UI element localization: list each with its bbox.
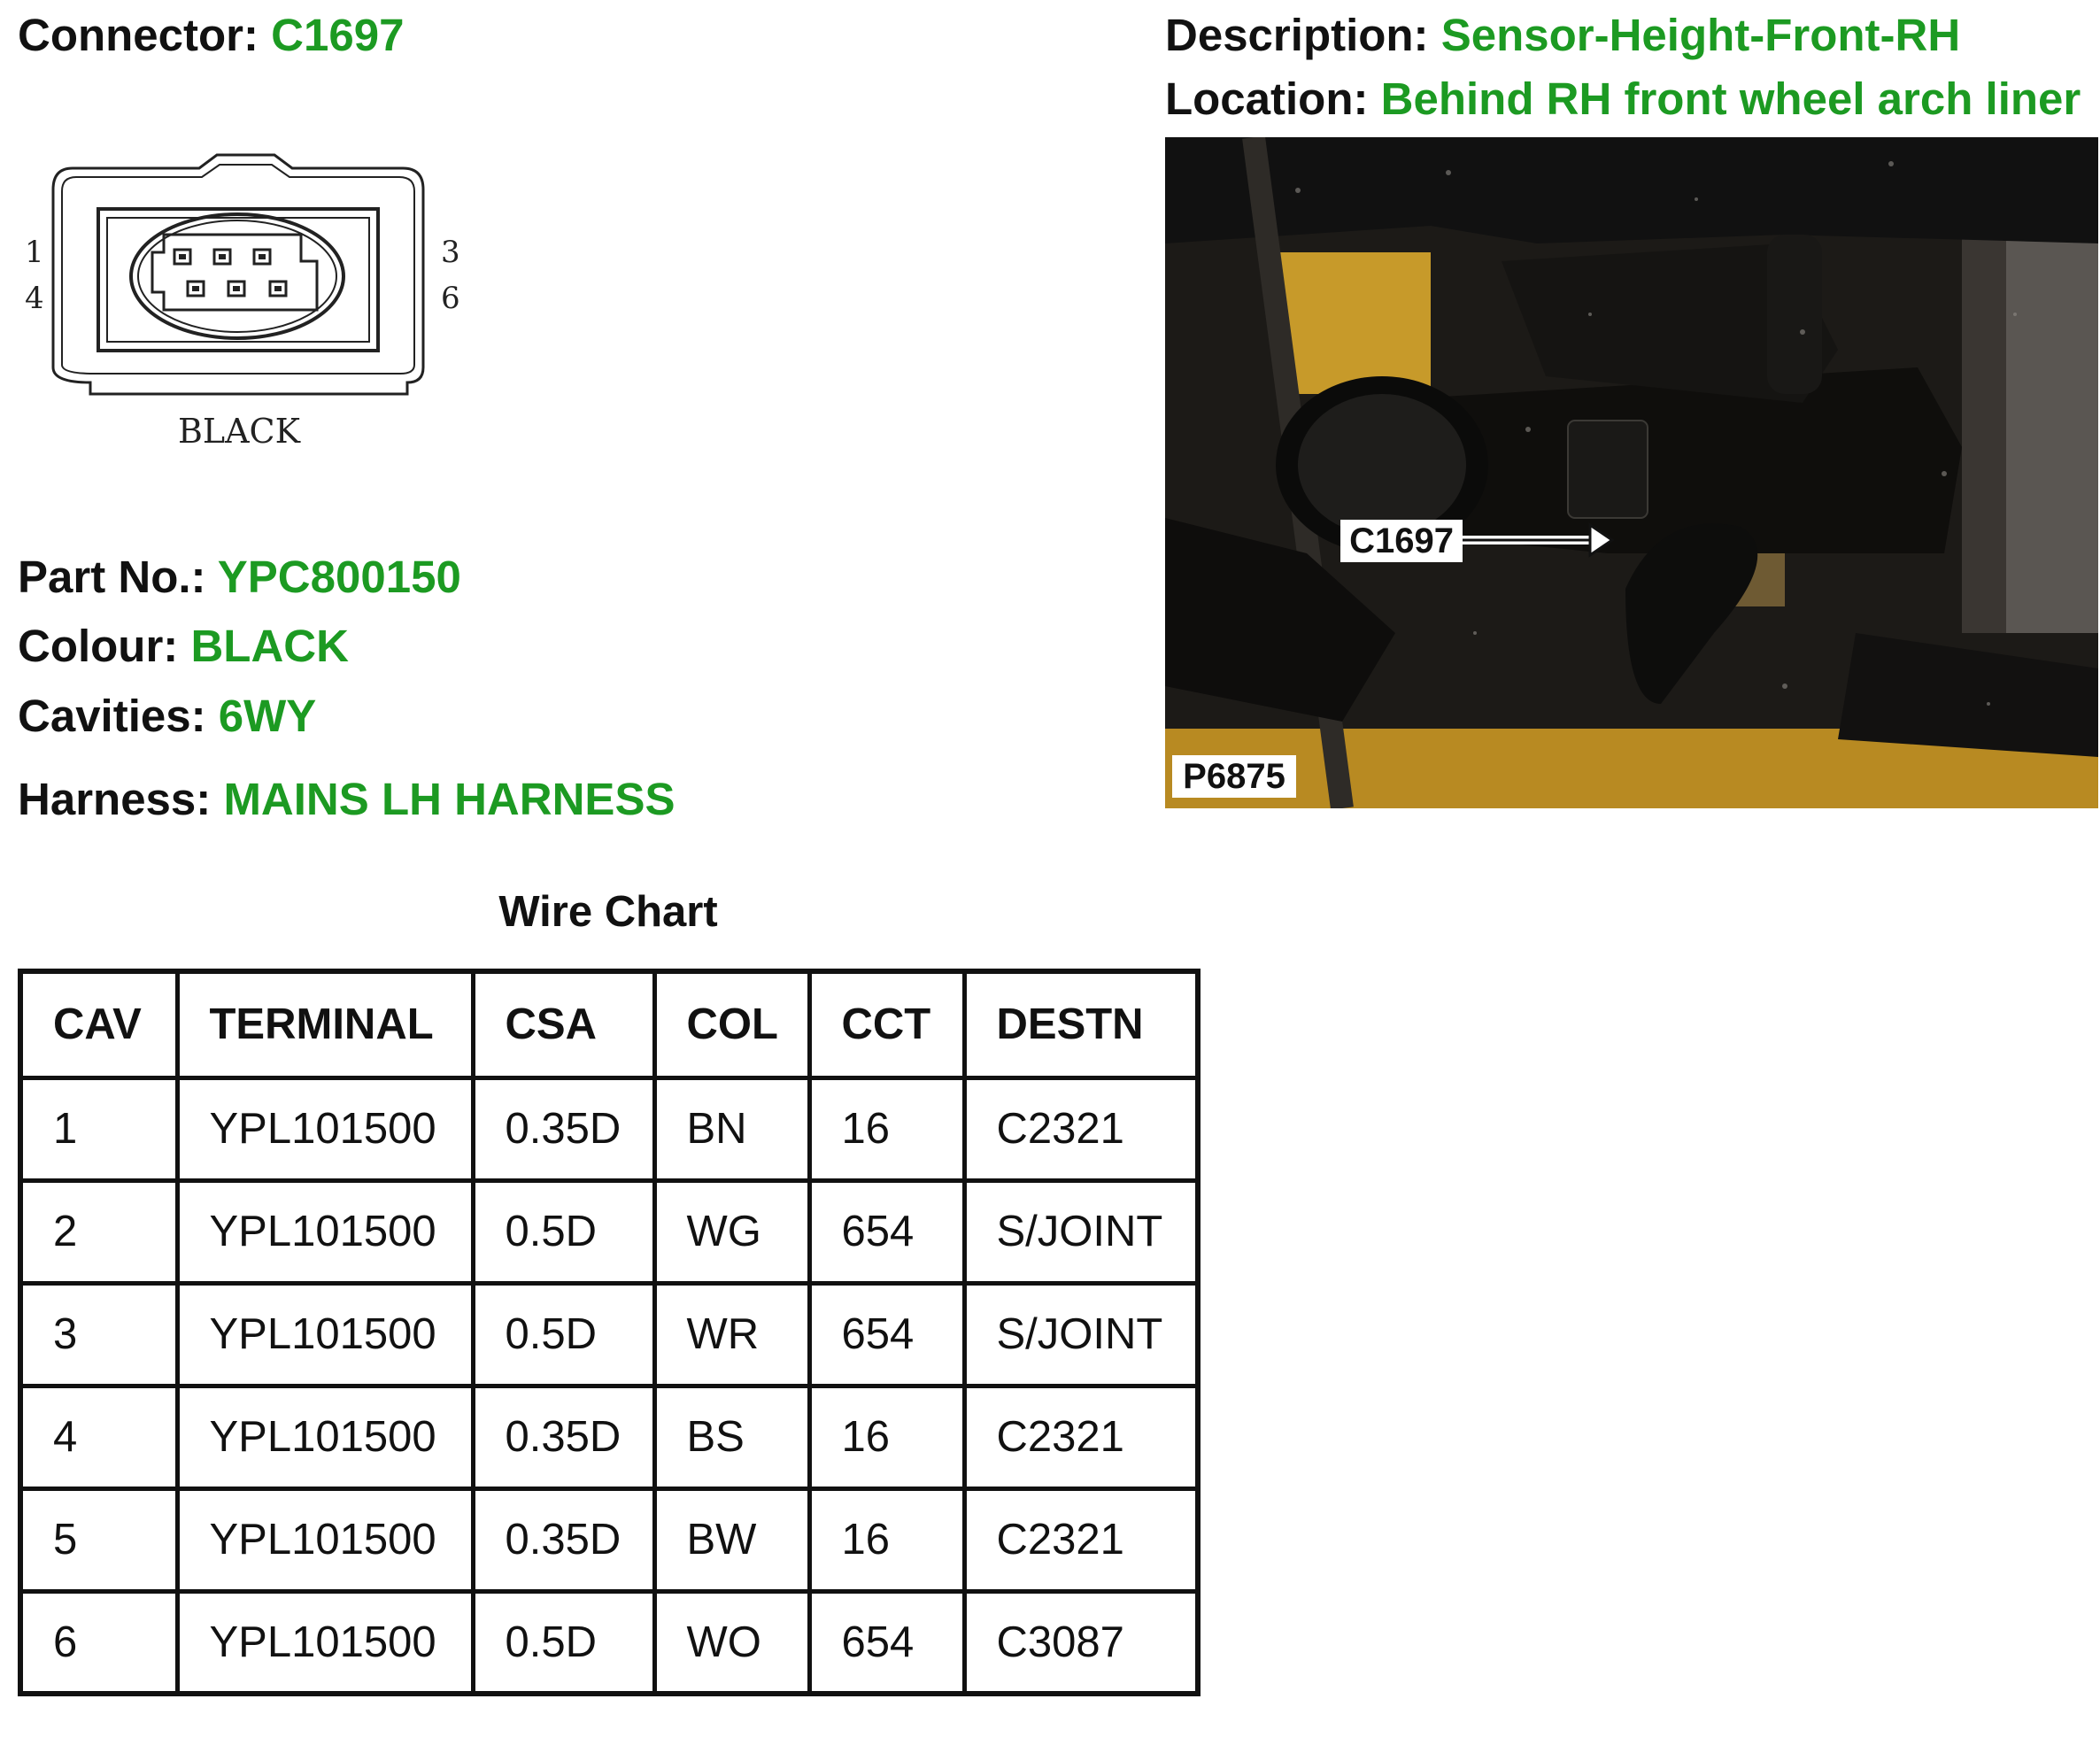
cell-cav: 3 bbox=[20, 1283, 177, 1386]
connector-field bbox=[18, 12, 404, 58]
cell-destn: C2321 bbox=[964, 1488, 1198, 1591]
harness-value: MAINS LH HARNESS bbox=[223, 774, 676, 824]
cell-destn: C2321 bbox=[964, 1386, 1198, 1488]
cell-cav: 4 bbox=[20, 1386, 177, 1488]
colour-value: BLACK bbox=[190, 621, 349, 671]
table-row bbox=[20, 1283, 1198, 1386]
cell-terminal: YPL101500 bbox=[177, 1180, 473, 1283]
table-row bbox=[20, 1591, 1198, 1694]
table-row bbox=[20, 1077, 1198, 1180]
location-photo bbox=[1165, 137, 2098, 808]
pin-label-1: 1 bbox=[25, 235, 44, 270]
cell-cct: 654 bbox=[809, 1283, 964, 1386]
column-header-cct: CCT bbox=[809, 971, 964, 1077]
table-row bbox=[20, 1386, 1198, 1488]
cell-col: BN bbox=[654, 1077, 809, 1180]
cell-cav: 5 bbox=[20, 1488, 177, 1591]
cell-destn: S/JOINT bbox=[964, 1180, 1198, 1283]
cavities-label: Cavities: bbox=[18, 691, 219, 741]
cell-col: BW bbox=[654, 1488, 809, 1591]
cavities-field bbox=[18, 691, 317, 741]
cell-terminal: YPL101500 bbox=[177, 1488, 473, 1591]
column-header-col: COL bbox=[654, 971, 809, 1077]
colour-label: Colour: bbox=[18, 621, 191, 671]
cell-cct: 16 bbox=[809, 1386, 964, 1488]
pin-label-4: 4 bbox=[25, 281, 44, 316]
cell-col: WO bbox=[654, 1591, 809, 1694]
part-number-label: Part No.: bbox=[18, 552, 218, 602]
table-header-row bbox=[20, 971, 1198, 1077]
column-header-terminal: TERMINAL bbox=[177, 971, 473, 1077]
column-header-destn: DESTN bbox=[964, 971, 1198, 1077]
cell-cct: 16 bbox=[809, 1488, 964, 1591]
cell-destn: S/JOINT bbox=[964, 1283, 1198, 1386]
cell-csa: 0.5D bbox=[473, 1180, 654, 1283]
cell-terminal: YPL101500 bbox=[177, 1591, 473, 1694]
harness-field bbox=[18, 776, 675, 822]
cell-csa: 0.5D bbox=[473, 1283, 654, 1386]
cell-terminal: YPL101500 bbox=[177, 1386, 473, 1488]
cell-cct: 16 bbox=[809, 1077, 964, 1180]
location-value: Behind RH front wheel arch liner bbox=[1380, 73, 2081, 124]
cell-col: WG bbox=[654, 1180, 809, 1283]
cell-cct: 654 bbox=[809, 1591, 964, 1694]
cell-cav: 6 bbox=[20, 1591, 177, 1694]
cell-csa: 0.35D bbox=[473, 1386, 654, 1488]
location-field bbox=[1165, 73, 2081, 124]
connector-diagram bbox=[18, 151, 478, 460]
wire-chart-title: Wire Chart bbox=[498, 888, 718, 936]
connector-label: Connector: bbox=[18, 10, 272, 60]
cell-cav: 1 bbox=[20, 1077, 177, 1180]
column-header-csa: CSA bbox=[473, 971, 654, 1077]
cell-csa: 0.5D bbox=[473, 1591, 654, 1694]
location-label: Location: bbox=[1165, 73, 1381, 124]
housing-colour-label: BLACK bbox=[177, 412, 301, 451]
table-row bbox=[20, 1488, 1198, 1591]
description-label: Description: bbox=[1165, 10, 1441, 60]
cell-csa: 0.35D bbox=[473, 1077, 654, 1180]
table-row bbox=[20, 1180, 1198, 1283]
cell-col: BS bbox=[654, 1386, 809, 1488]
photo-reference-label: P6875 bbox=[1183, 757, 1285, 796]
cell-destn: C3087 bbox=[964, 1591, 1198, 1694]
cell-cav: 2 bbox=[20, 1180, 177, 1283]
cell-csa: 0.35D bbox=[473, 1488, 654, 1591]
cell-cct: 654 bbox=[809, 1180, 964, 1283]
pin-label-3: 3 bbox=[441, 235, 460, 270]
column-header-cav: CAV bbox=[20, 971, 177, 1077]
wire-chart-table bbox=[18, 969, 1201, 1696]
cell-destn: C2321 bbox=[964, 1077, 1198, 1180]
pin-label-6: 6 bbox=[441, 281, 460, 316]
part-number-field bbox=[18, 552, 461, 602]
description-field bbox=[1165, 12, 1960, 58]
description-value: Sensor-Height-Front-RH bbox=[1440, 10, 1961, 60]
cell-terminal: YPL101500 bbox=[177, 1077, 473, 1180]
connector-value: C1697 bbox=[271, 10, 405, 60]
part-number-value: YPC800150 bbox=[217, 552, 461, 602]
cavities-value: 6WY bbox=[218, 691, 317, 741]
cell-col: WR bbox=[654, 1283, 809, 1386]
cell-terminal: YPL101500 bbox=[177, 1283, 473, 1386]
harness-label: Harness: bbox=[18, 774, 224, 824]
photo-callout-label: C1697 bbox=[1349, 521, 1454, 560]
colour-field bbox=[18, 621, 349, 671]
